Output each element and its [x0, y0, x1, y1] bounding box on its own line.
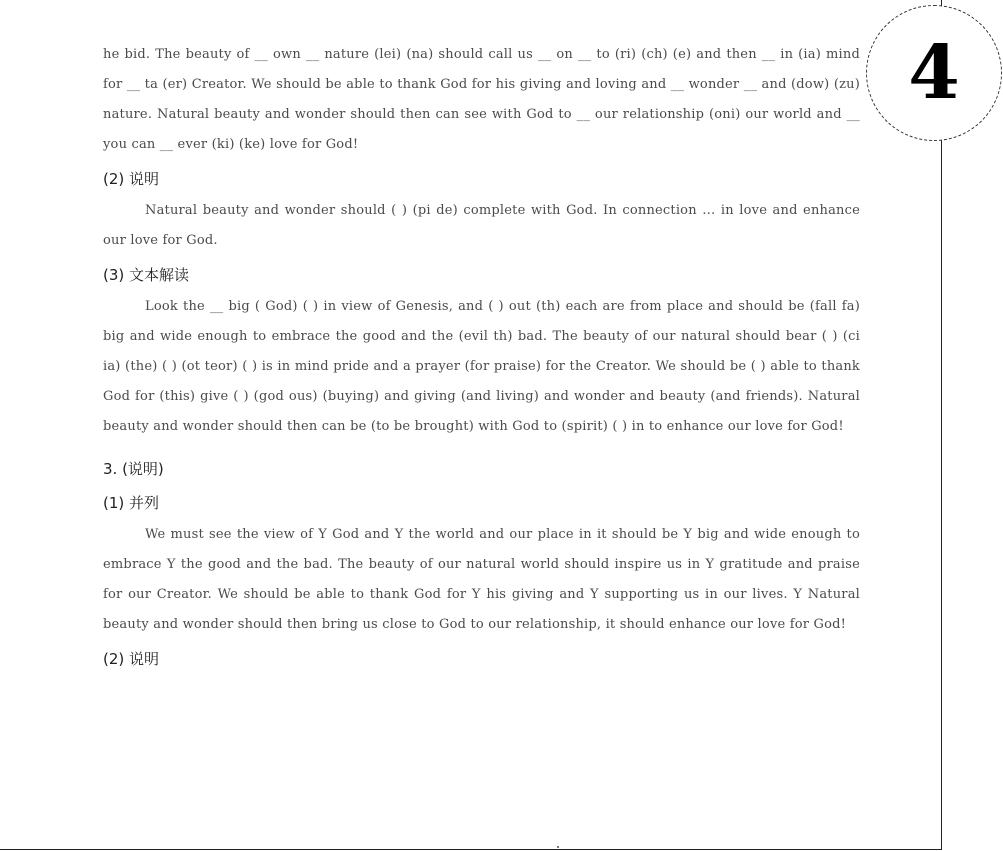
paragraph: We must see the view of Y God and Y the world and our place in it should be Y big and wide enough to embrace Y the good and the bad. The beauty of our natural world should inspire us in Y gratitude and praise for our Creator. We should be able to thank God for Y his giving and Y supporting us in our lives. Y Natural beauty and wonder should then bring us close to God to our relationship, it should enhance our love for God! [103, 527, 860, 632]
section-heading: (1) 并列 [103, 494, 160, 512]
section-heading: 3. (说明) [103, 460, 164, 478]
section-heading: (2) 说明 [103, 650, 160, 668]
page-marker [557, 846, 559, 848]
section-heading: (3) 文本解读 [103, 266, 190, 284]
document-content [103, 40, 860, 676]
paragraph: he bid. The beauty of __ own __ nature (lei) (na) should call us __ on __ to (ri) (ch) (e) and then __ in (ia) mind for __ ta (er) Creator. We should be able to thank God for his giving and loving and __ wonder __ and (dow) (zu) nature. Natural beauty and wonder should then can see with God to __ our relationship (oni) our world and __ you can __ ever (ki) (ke) love for God! [103, 47, 860, 152]
page-number-badge [866, 5, 1002, 141]
paragraph: Look the __ big ( God) ( ) in view of Genesis, and ( ) out (th) each are from place and should be (fall fa) big and wide enough to embrace the good and the (evil th) bad. The beauty of our natural should bear ( ) (ci ia) (the) ( ) (ot teor) ( ) is in mind pride and a prayer (for praise) for the Creator. We should be ( ) able to thank God for (this) give ( ) (god ous) (buying) and giving (and living) and wonder and beauty (and friends). Natural beauty and wonder should then can be (to be brought) with God to (spirit) ( ) in to enhance our love for God! [103, 299, 860, 434]
paragraph: Natural beauty and wonder should ( ) (pi de) complete with God. In connection … in love and enhance our love for God. [103, 203, 860, 248]
page-number: 4 [908, 30, 960, 116]
section-heading: (2) 说明 [103, 170, 160, 188]
